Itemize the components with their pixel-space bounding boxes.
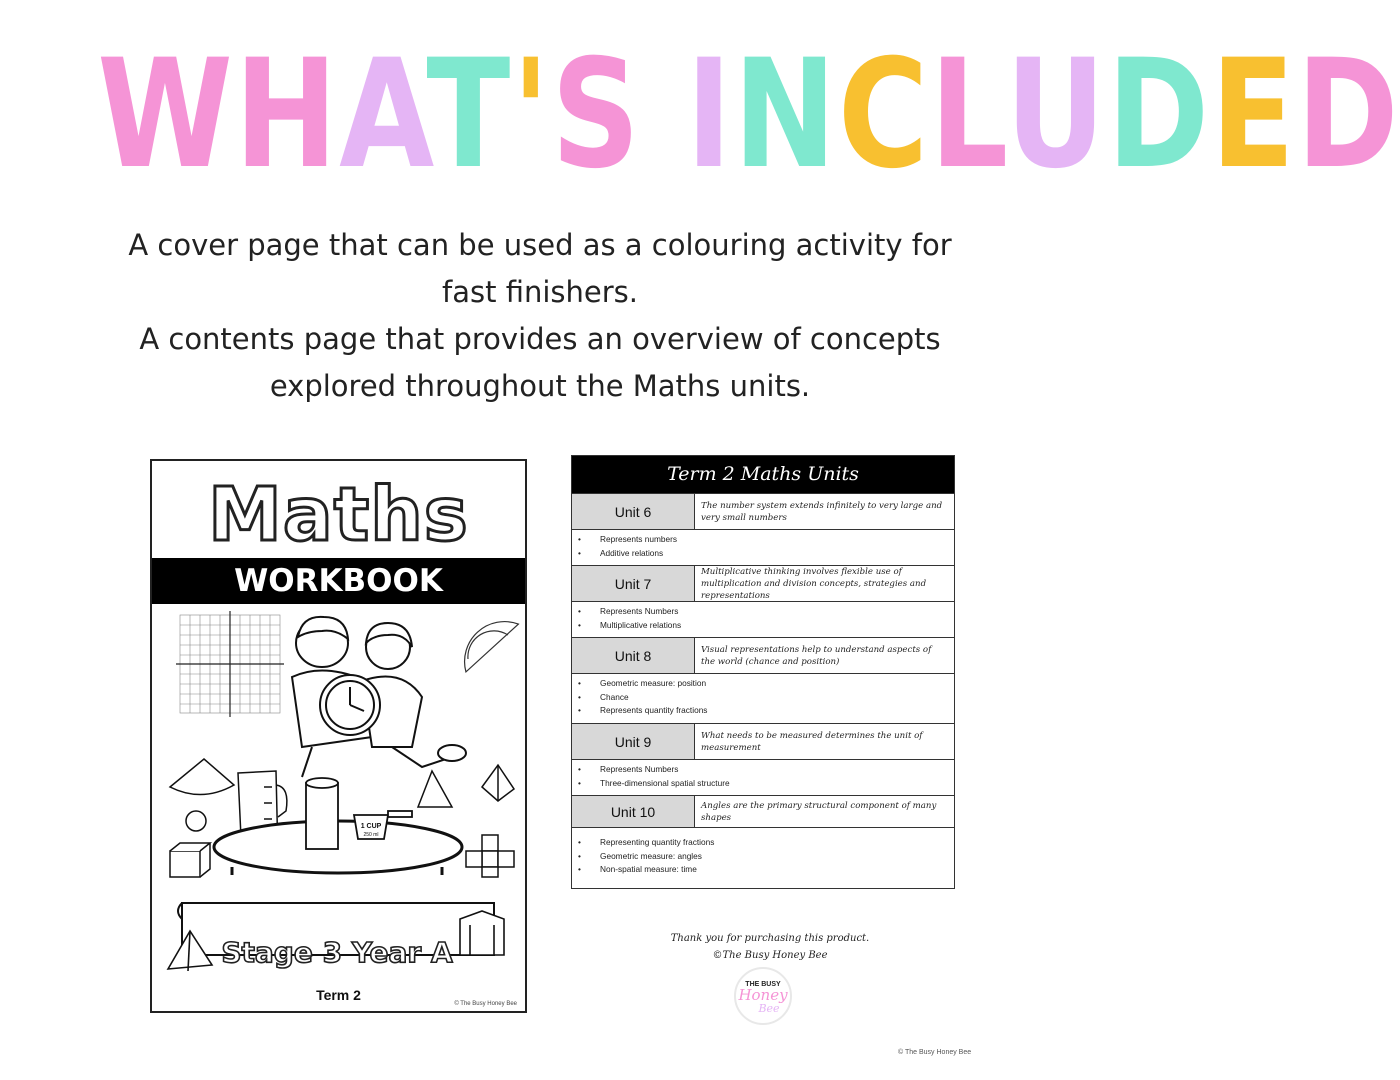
- cone-icon: [170, 759, 234, 831]
- cover-page-preview: [150, 459, 527, 1013]
- description-line: A cover page that can be used as a colouring activity for: [128, 228, 952, 262]
- thank-you-copyright: ©The Busy Honey Bee: [712, 950, 828, 961]
- concept-list: [572, 827, 954, 886]
- list-item: • Geometric measure: position: [578, 678, 707, 688]
- title-letter: D: [1296, 28, 1400, 202]
- title-letter: D: [1107, 28, 1211, 202]
- svg-text:Honey: Honey: [738, 986, 788, 1004]
- list-item: • Additive relations: [578, 547, 664, 558]
- cover-copyright: © The Busy Honey Bee: [454, 1001, 517, 1007]
- list-item: • Geometric measure: angles: [578, 850, 702, 861]
- title-letter: I: [685, 28, 734, 202]
- busy-honey-bee-logo: [733, 966, 793, 1026]
- description-line: fast finishers.: [442, 275, 638, 309]
- description: [80, 222, 1000, 410]
- title-letter: W: [97, 28, 235, 202]
- list-item: • Represents numbers: [578, 534, 678, 544]
- cover-term-label: Term 2: [316, 987, 361, 1003]
- measuring-cup-label: 1 CUP: [360, 823, 382, 830]
- list-item: • Represents Numbers: [578, 606, 679, 616]
- title-letter: L: [929, 28, 1006, 202]
- page-title: [97, 28, 1400, 202]
- title-letter: N: [733, 28, 838, 202]
- title-letter: S: [551, 28, 642, 202]
- cover-heading: Maths: [208, 472, 469, 558]
- title-letter: H: [234, 28, 340, 202]
- concept-list: [572, 759, 954, 795]
- list-item: • Three-dimensional spatial structure: [578, 777, 730, 788]
- concept-list: [572, 673, 954, 723]
- svg-text:THE BUSY: THE BUSY: [745, 981, 781, 988]
- list-item: • Representing quantity fractions: [578, 837, 715, 847]
- concept-list: [572, 601, 954, 637]
- unit-big-idea: The number system extends infinitely to very large and very small numbers: [701, 500, 943, 523]
- contents-header: Term 2 Maths Units: [572, 456, 954, 493]
- list-item: • Chance: [578, 691, 629, 702]
- cube-icon: [170, 843, 210, 877]
- pyramid-icon: [418, 765, 514, 807]
- cover-illustration: [152, 607, 525, 877]
- unit-big-idea: Visual representations help to understand aspects of the world (chance and position): [701, 644, 932, 667]
- title-letter: C: [837, 28, 930, 202]
- title-letter: [642, 28, 686, 202]
- title-letter: A: [339, 28, 427, 202]
- cube-net-icon: [466, 835, 514, 877]
- title-letter: T: [426, 28, 512, 202]
- unit-row: [572, 493, 954, 529]
- unit-big-idea: Angles are the primary structural component of many shapes: [701, 800, 937, 823]
- thank-you-note: [660, 930, 880, 964]
- svg-text:Bee: Bee: [758, 1002, 780, 1015]
- unit-name: Unit 8: [572, 638, 695, 673]
- cover-stage-label: Stage 3 Year A: [221, 936, 453, 969]
- measuring-cup-ml: 250 ml: [363, 832, 379, 838]
- coordinate-grid-icon: [176, 611, 284, 717]
- title-letter: U: [1005, 28, 1108, 202]
- unit-big-idea: Multiplicative thinking involves flexible use of multiplication and division concepts, strategies and representations: [701, 566, 927, 601]
- cylinder-icon: [306, 778, 338, 849]
- unit-name: Unit 7: [572, 566, 695, 601]
- list-item: • Represents quantity fractions: [578, 705, 708, 716]
- unit-name: Unit 9: [572, 724, 695, 759]
- pentagonal-prism-icon: [460, 911, 504, 955]
- unit-row: [572, 795, 954, 827]
- children-with-clock-icon: [292, 617, 466, 777]
- description-line: A contents page that provides an overview of concepts: [139, 322, 941, 356]
- title-letter: ': [511, 28, 552, 202]
- cover-band: WORKBOOK: [152, 558, 525, 604]
- unit-row: [572, 637, 954, 673]
- contents-page-preview: [571, 455, 955, 889]
- title-letter: E: [1210, 28, 1297, 202]
- unit-row: [572, 723, 954, 759]
- unit-name: Unit 10: [572, 796, 695, 827]
- list-item: • Represents Numbers: [578, 764, 679, 774]
- concept-list: [572, 529, 954, 565]
- list-item: • Non-spatial measure: time: [578, 864, 697, 875]
- description-line: explored throughout the Maths units.: [269, 369, 811, 403]
- footer-copyright: © The Busy Honey Bee: [898, 1049, 972, 1056]
- list-item: • Multiplicative relations: [578, 619, 682, 630]
- thank-you-line: Thank you for purchasing this product.: [670, 933, 870, 944]
- unit-big-idea: What needs to be measured determines the unit of measurement: [701, 730, 923, 753]
- unit-row: [572, 565, 954, 601]
- protractor-icon: [458, 619, 525, 672]
- unit-name: Unit 6: [572, 494, 695, 529]
